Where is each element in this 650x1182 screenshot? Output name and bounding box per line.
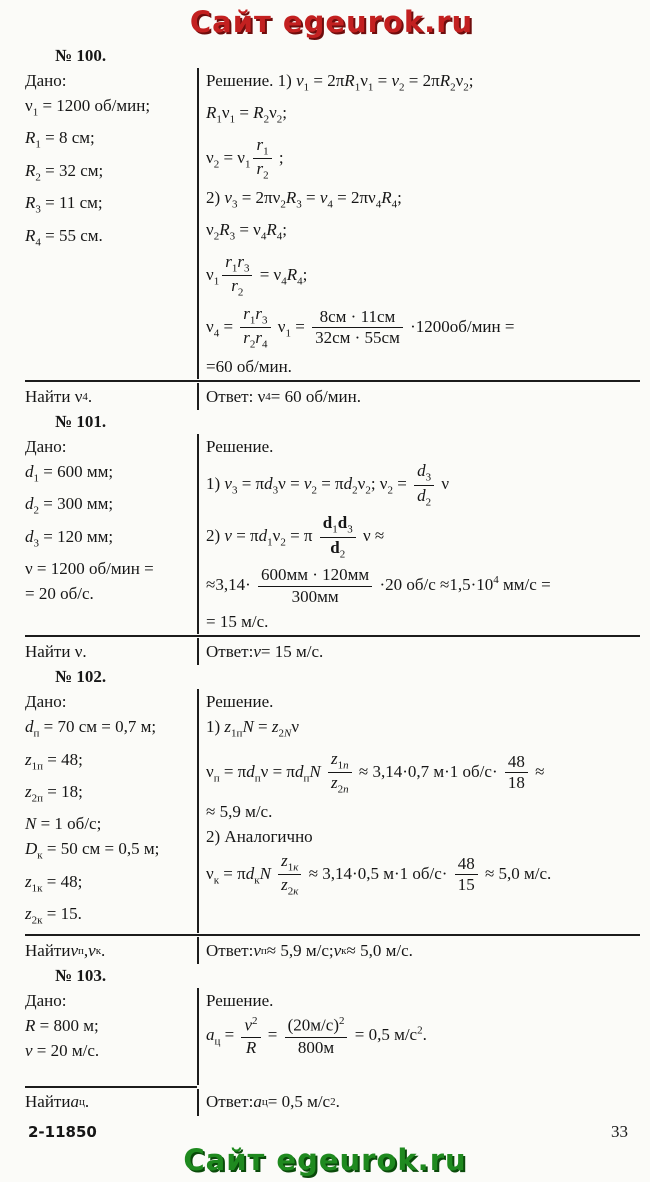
- given-column: [25, 689, 197, 933]
- solution-line: $\nu_1$ $\frac{r_1r_3}{r_2}$ = $\nu_4R_4$;: [206, 251, 308, 299]
- site-watermark-bottom: Сайт egeurok.ru: [183, 1142, 467, 1177]
- answer-label: Ответ: v = 15 м/с.: [197, 638, 638, 665]
- problem-number: № 103.: [55, 966, 107, 986]
- find-label: Найти v п , v к .: [25, 940, 106, 960]
- given-line: $d_1 = 600$ мм;: [25, 462, 114, 485]
- page-number: 33: [611, 1121, 628, 1141]
- answer-label: Ответ: ν 4 = 60 об/мин.: [197, 383, 638, 410]
- given-line: N = 1 об/с;: [25, 814, 102, 834]
- problem-number: № 101.: [55, 412, 107, 432]
- given-line: Дано:: [25, 71, 67, 90]
- given-line: Дано:: [25, 991, 67, 1011]
- given-line: $R_2 = 32$ см;: [25, 160, 104, 184]
- solution-line: 1) $v_3 = \pi d_3\nu = v_2 = \pi d_2\nu_2$; $\nu_2$ = $\frac{d_3}{d_2}$ ν: [206, 461, 450, 508]
- footer-meta: [0, 1116, 650, 1142]
- solution-line: Решение.: [206, 692, 274, 712]
- find-label: Найти ν 4 .: [25, 386, 93, 406]
- solution-line: $a_ц$ = $\frac{v^2}{R}$ = $(20м/с)^2$ 800м = 0,5 $м/с^2$.: [206, 1015, 427, 1057]
- given-line: $d_3 = 120$ мм;: [25, 526, 114, 550]
- given-line: $\nu_1 = 1200$ об/мин;: [25, 96, 151, 119]
- solution-line: 1) $z_{1п}N = z_{2N}\nu$: [206, 717, 300, 740]
- problem-103: [25, 964, 638, 1115]
- given-line: Дано:: [25, 437, 67, 457]
- problem-number: № 100.: [55, 46, 107, 65]
- find-label: Найти ν.: [25, 641, 87, 661]
- solution-line: Решение. 1) $v_1 = 2\pi R_1\nu_1 = v_2 = 2\pi R_2\nu_2$;: [206, 71, 474, 94]
- given-line: $R_3 = 11$ см;: [25, 193, 103, 216]
- given-line: $z_{1к} = 48$;: [25, 871, 83, 895]
- given-column: [25, 434, 197, 634]
- solution-line: ≈3,14· 600мм · 120мм 300мм ·20 $об/с \approx 1,5\cdot 10^4$ мм/с =: [206, 565, 551, 606]
- given-line: $d_п = 70$ см = 0,7 м;: [25, 717, 157, 740]
- solution-column: [197, 68, 638, 379]
- answer-label: Ответ: v п ≈ 5,9 м/с; v к ≈ 5,0 м/с.: [197, 937, 638, 964]
- given-line: $z_{1п} = 48$;: [25, 749, 83, 772]
- solution-line: Решение.: [206, 991, 274, 1011]
- solution-line: =60 об/мин.: [206, 357, 292, 377]
- print-code: 2-11850: [28, 1122, 97, 1141]
- given-line: = 20 об/с.: [25, 584, 94, 604]
- given-line: $R_4 = 55$ см.: [25, 225, 103, 248]
- given-line: ν = 1200 об/мин =: [25, 559, 154, 579]
- solution-line: 2) Аналогично: [206, 826, 313, 846]
- problem-101: [25, 410, 638, 665]
- solution-column: [197, 434, 638, 634]
- divider: [25, 635, 640, 637]
- site-watermark-top: Сайт egeurok.ru: [189, 5, 474, 39]
- given-column: [25, 988, 197, 1084]
- solution-line: $R_1\nu_1 = R_2\nu_2$;: [206, 103, 287, 126]
- solution-column: [197, 988, 638, 1084]
- solution-line: $\nu_к = \pi d_кN$ $z_{1к}$ $z_{2к}$ ≈ 3,14·0,5 м·1 об/с· $\frac{48}{15}$ ≈ 5,0 м/с.: [206, 850, 552, 898]
- divider: [25, 380, 640, 382]
- problem-100: [25, 44, 638, 410]
- answer-label: Ответ: a ц = 0,5 м/с 2 .: [197, 1089, 638, 1116]
- solution-line: $\nu_2R_3 = \nu_4R_4$;: [206, 220, 287, 243]
- solution-line: 2) $v = \pi d_1\nu_2 = \pi$ $\frac{d_1d_3}{d_2}$ ν ≈: [206, 513, 385, 561]
- given-line: $z_{2к} = 15$.: [25, 904, 82, 927]
- find-label: Найти a ц .: [25, 1092, 90, 1112]
- solution-column: [197, 689, 638, 933]
- given-line: $d_2 = 300$ мм;: [25, 494, 114, 517]
- given-column: [25, 68, 197, 379]
- divider: [25, 934, 640, 936]
- problem-number: № 102.: [55, 667, 107, 687]
- divider: [25, 1086, 197, 1088]
- solution-line: $\nu_4$ = $\frac{r_1r_3}{r_2r_4}$ $\nu_1$ = 8см · 11см 32см · 55см ·1200об/мин =: [206, 303, 515, 351]
- problem-102: [25, 665, 638, 964]
- solution-line: Решение.: [206, 437, 274, 457]
- solution-line: 2) $v_3 = 2\pi\nu_2R_3 = v_4 = 2\pi\nu_4R_4$;: [206, 187, 402, 211]
- given-line: $R_1 = 8$ см;: [25, 128, 95, 151]
- solution-line: = 15 м/с.: [206, 612, 269, 632]
- given-line: $z_{2п} = 18$;: [25, 781, 83, 805]
- given-line: Дано:: [25, 692, 67, 712]
- given-line: $D_к = 50$ см = 0,5 м;: [25, 839, 160, 862]
- solution-line: [206, 1060, 638, 1085]
- solution-line: $\nu_п = \pi d_п\nu = \pi d_пN$ $z_{1п}$ $z_{2п}$ ≈ 3,14·0,7 м·1 об/с· $\frac{48}{18}$ ≈: [206, 748, 545, 796]
- given-line: v = 20 м/с.: [25, 1041, 100, 1061]
- solution-line: ≈ 5,9 м/с.: [206, 801, 273, 821]
- given-line: R = 800 м;: [25, 1016, 99, 1036]
- solution-line: $\nu_2 = \nu_1$ $\frac{r_1}{r_2}$ ;: [206, 134, 284, 182]
